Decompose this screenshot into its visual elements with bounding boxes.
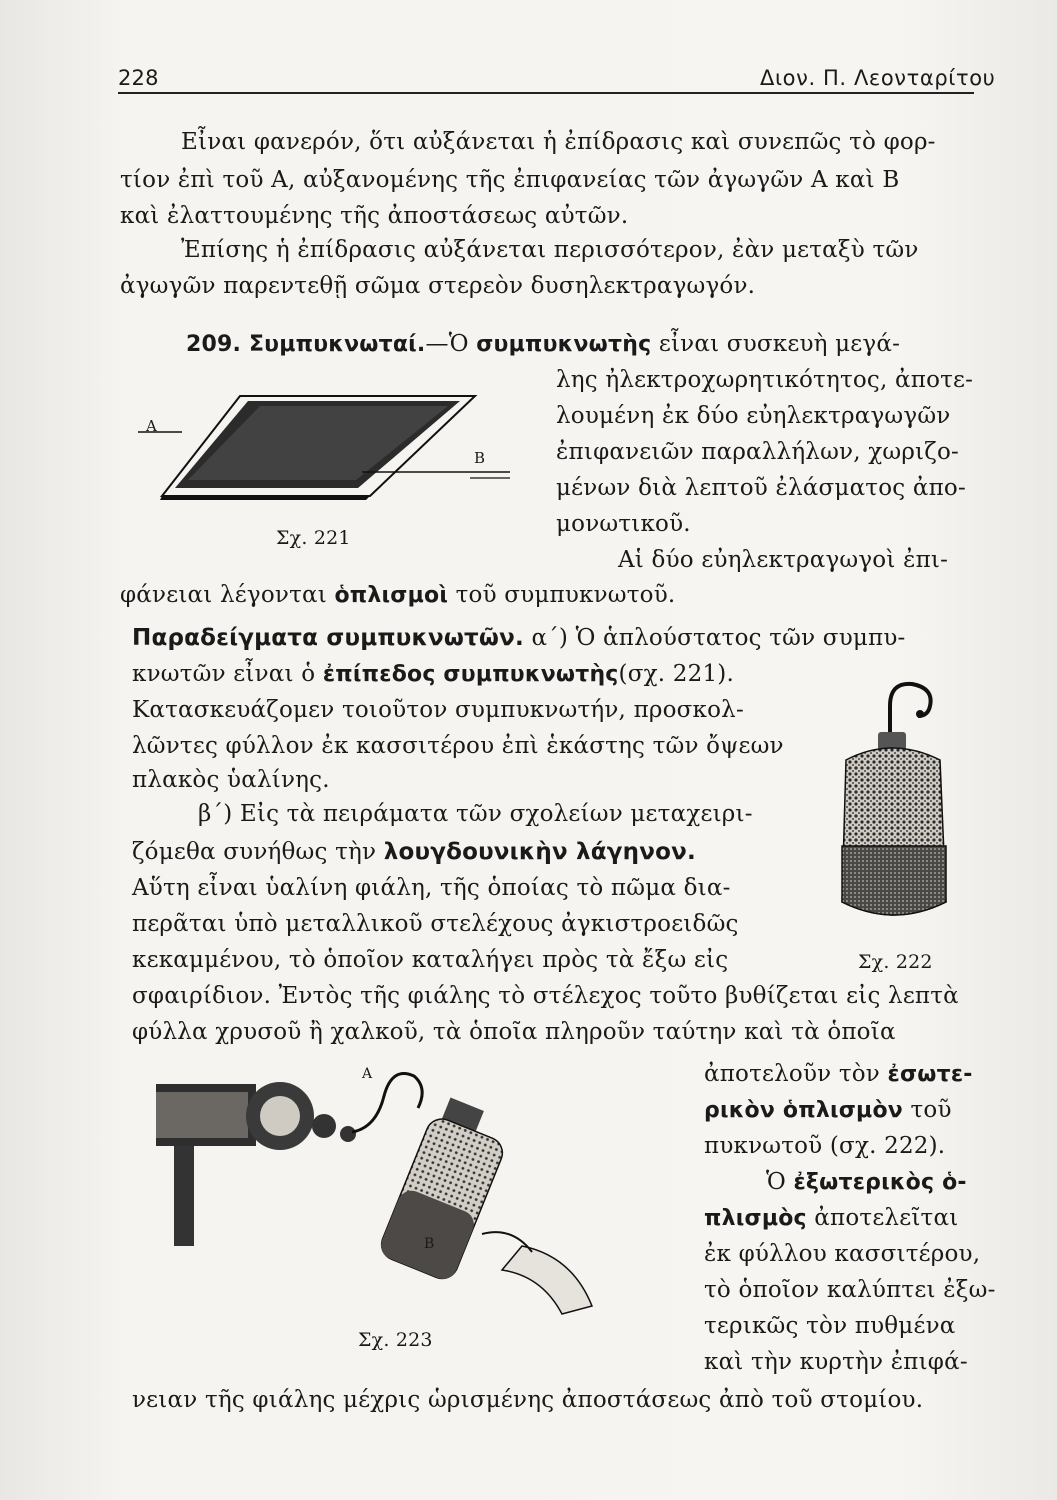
text-line xyxy=(132,624,906,652)
text-line xyxy=(132,660,734,689)
text-line xyxy=(120,581,675,610)
key-term: ὁπλισμοὶ xyxy=(334,583,449,608)
text-line xyxy=(704,1204,958,1233)
figure-222-leyden-jar xyxy=(830,676,970,944)
text-fragment: —Ὁ xyxy=(425,331,469,357)
text-fragment: φάνειαι λέγονται xyxy=(120,582,327,608)
figure-222-caption: Σχ. 222 xyxy=(858,951,933,973)
key-term: πλισμὸς xyxy=(704,1206,807,1231)
text-line: Ἐπίσης ἡ ἐπίδρασις αὐξάνεται περισσότερον, ἐὰν μεταξὺ τῶν xyxy=(181,237,919,263)
figure-223-label-a: A xyxy=(362,1066,373,1082)
running-title: Διον. Π. Λεονταρίτου xyxy=(760,66,996,90)
text-line: σφαιρίδιον. Ἐντὸς τῆς φιάλης τὸ στέλεχος τοῦτο βυθίζεται εἰς λεπτὰ xyxy=(132,983,959,1009)
figure-223-charging-jar xyxy=(152,1056,612,1316)
text-line: περᾶται ὑπὸ μεταλλικοῦ στελέχους ἀγκιστροειδῶς xyxy=(132,911,739,937)
text-line: Κατασκευάζομεν τοιοῦτον συμπυκνωτήν, προσκολ- xyxy=(132,697,744,723)
figure-221-label-a: A xyxy=(146,417,158,435)
text-line: νειαν τῆς φιάλης μέχρις ὡρισμένης ἀποστάσεως ἀπὸ τοῦ στομίου. xyxy=(132,1387,924,1413)
text-line: ἐκ φύλλου κασσιτέρου, xyxy=(704,1241,981,1267)
key-term: ἐξωτερικὸς ὁ- xyxy=(793,1170,967,1195)
text-line: λουμένη ἐκ δύο εὐηλεκτραγωγῶν xyxy=(556,403,951,429)
text-line: τὸ ὁποῖον καλύπτει ἐξω- xyxy=(704,1277,996,1303)
text-line: πλακὸς ὑαλίνης. xyxy=(132,767,330,793)
header-rule xyxy=(118,92,974,94)
text-fragment: εἶναι συσκευὴ μεγά- xyxy=(658,331,901,357)
text-fragment: (σχ. 221). xyxy=(618,661,734,687)
figure-221-caption: Σχ. 221 xyxy=(276,527,351,549)
text-fragment: τοῦ xyxy=(910,1097,952,1123)
text-line xyxy=(766,1168,967,1197)
text-fragment: α΄) Ὁ ἁπλούστατος τῶν συμπυ- xyxy=(531,625,906,651)
subheading: Παραδείγματα συμπυκνωτῶν. xyxy=(132,625,524,651)
figure-221-label-b: B xyxy=(474,449,486,467)
text-line: τίον ἐπὶ τοῦ Α, αὐξανομένης τῆς ἐπιφανείας τῶν ἀγωγῶν Α καὶ Β xyxy=(120,167,900,193)
key-term: λουγδουνικὴν λάγηνον. xyxy=(383,839,696,865)
text-line: πυκνωτοῦ (σχ. 222). xyxy=(704,1133,946,1159)
text-line xyxy=(132,838,696,866)
text-line xyxy=(704,1096,952,1125)
key-term: ἐπίπεδος συμπυκνωτὴς xyxy=(322,662,619,687)
section-heading-line xyxy=(186,330,900,359)
text-fragment: κνωτῶν εἶναι ὁ xyxy=(132,661,316,687)
text-line: Εἶναι φανερόν, ὅτι αὐξάνεται ἡ ἐπίδρασις καὶ συνεπῶς τὸ φορ- xyxy=(181,129,936,155)
page-number: 228 xyxy=(118,66,159,90)
key-term: ρικὸν ὁπλισμὸν xyxy=(704,1098,903,1123)
text-line: καὶ τὴν κυρτὴν ἐπιφά- xyxy=(704,1349,968,1375)
text-line: τερικῶς τὸν πυθμένα xyxy=(704,1313,956,1339)
text-line: λης ἠλεκτροχωρητικότητος, ἀποτε- xyxy=(556,367,974,393)
text-line: μονωτικοῦ. xyxy=(556,511,691,537)
key-term: συμπυκνωτὴς xyxy=(476,332,652,357)
text-fragment: ἀποτελοῦν τὸν xyxy=(704,1061,880,1087)
text-line: κεκαμμένου, τὸ ὁποῖον καταλήγει πρὸς τὰ ἔξω εἰς xyxy=(132,947,729,973)
text-fragment: τοῦ συμπυκνωτοῦ. xyxy=(455,582,676,608)
text-line: λῶντες φύλλον ἐκ κασσιτέρου ἐπὶ ἑκάστης τῶν ὄψεων xyxy=(132,733,784,759)
text-line: ἀγωγῶν παρεντεθῇ σῶμα στερεὸν δυσηλεκτραγωγόν. xyxy=(120,273,756,299)
figure-223-label-b: B xyxy=(424,1236,435,1252)
text-line: ἐπιφανειῶν παραλλήλων, χωριζο- xyxy=(556,439,959,465)
text-line: Αὕτη εἶναι ὑαλίνη φιάλη, τῆς ὁποίας τὸ πῶμα δια- xyxy=(132,875,731,901)
text-fragment: Ὁ xyxy=(766,1169,786,1195)
key-term: ἐσωτε- xyxy=(887,1062,973,1087)
text-fragment: ζόμεθα συνήθως τὴν xyxy=(132,839,377,865)
text-fragment: ἀποτελεῖται xyxy=(814,1205,959,1231)
text-line xyxy=(704,1060,973,1089)
text-line: φύλλα χρυσοῦ ἢ χαλκοῦ, τὰ ὁποῖα πληροῦν ταύτην καὶ τὰ ὁποῖα xyxy=(132,1019,896,1045)
text-line: μένων διὰ λεπτοῦ ἐλάσματος ἀπο- xyxy=(556,475,966,501)
text-line: β΄) Εἰς τὰ πειράματα τῶν σχολείων μεταχειρι- xyxy=(198,801,753,827)
text-line: καὶ ἐλαττουμένης τῆς ἀποστάσεως αὐτῶν. xyxy=(120,203,629,229)
figure-223-caption: Σχ. 223 xyxy=(358,1329,433,1351)
text-line: Αἱ δύο εὐηλεκτραγωγοὶ ἐπι- xyxy=(618,547,949,573)
section-heading: 209. Συμπυκνωταί. xyxy=(186,332,426,357)
